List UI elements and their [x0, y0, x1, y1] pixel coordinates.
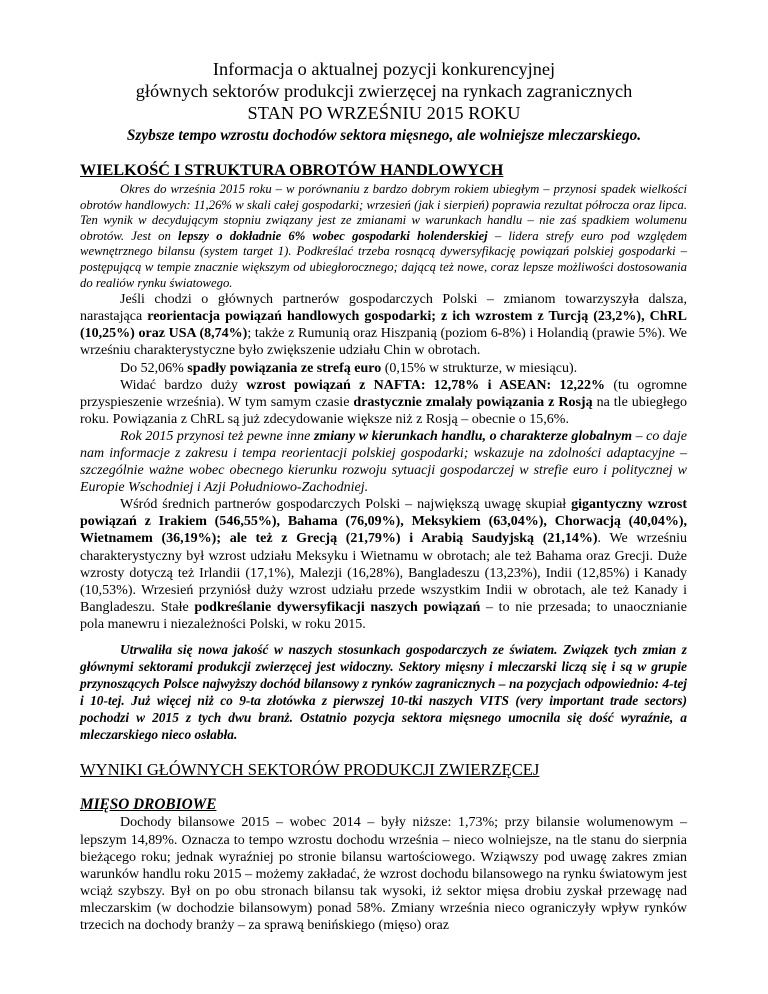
- section-heading-trade: WIELKOŚĆ I STRUKTURA OBROTÓW HANDLOWYCH: [80, 161, 504, 179]
- paragraph-euro-zone: Do 52,06% spadły powiązania ze strefą euro (0,15% w strukturze, w miesiącu).: [120, 360, 578, 376]
- section-trade-body: [80, 182, 687, 743]
- paragraph-partners: Jeśli chodzi o głównych partnerów gospodarczych Polski – zmianom towarzyszyła dalsza, narastająca reorientacja powiązań handlowych gospodarki; z ich wzrostem z Turcją (23,2%), ChRL (10,25%) oraz USA (8,74%); także z Rumunią oraz Hiszpanią (poziom 6-8%) i Holandią (prawie 5%). We wrześniu charakterystyczne było zwiększenie udziału Chin w obrotach.: [80, 292, 688, 359]
- paragraph-nafta-asean: Widać bardzo duży wzrost powiązań z NAFTA: 12,78% i ASEAN: 12,22% (tu ogromne przyspieszenie września). W tym samym czasie drastycznie zmalały powiązania z Rosją na tle ubiegłego roku. Powiązania z ChRL są już zdecydowanie większe niż z Rosją – obecnie o 15,6%.: [80, 377, 687, 427]
- title-line-1: Informacja o aktualnej pozycji konkurencyjnej: [212, 59, 556, 79]
- title-line-3: STAN PO WRZEŚNIU 2015 ROKU: [247, 103, 521, 123]
- paragraph-medium-partners: Wśród średnich partnerów gospodarczych Polski – największą uwagę skupiał gigantyczny wzrost powiązań z Irakiem (546,55%), Bahama (76,09%), Meksykiem (63,04%), Chorwacją (40,04%), Wietnamem (36,19%); ale też z Grecją (21,79%) i Arabią Saudyjską (21,14%). We wrześniu charakterystyczny był wzrost udziału Meksyku i Wietnamu w obrotach; ale też Bahama oraz Grecji. Duże wzrosty dotyczą też Irlandii (17,1%), Malezji (16,28%), Bangladeszu (13,23%), Indii (12,85%) i Kanady (10,53%). Wrzesień przyniósł duży wzrost udziału przede wszystkim Indii w obrotach, ale też Kanady i Bangladeszu. Stałe podkreślanie dywersyfikacji naszych powiązań – to nie przesada; to unaocznianie pola manewru i niezależności Polski, w roku 2015.: [80, 497, 687, 632]
- document-subtitle: Szybsze tempo wzrostu dochodów sektora mięsnego, ale wolniejsze mleczarskiego.: [126, 127, 642, 144]
- title-line-2: głównych sektorów produkcji zwierzęcej na rynkach zagranicznych: [135, 81, 633, 101]
- paragraph-poultry: Dochody bilansowe 2015 – wobec 2014 – były niższe: 1,73%; przy bilansie wolumenowym – lepszym 14,89%. Oznacza to tempo wzrostu dochodu września – nieco wolniejsze, na tle stanu do sierpnia bieżącego roku; jednak wyraźniej po stronie bilansu wartościowego. Wziąwszy pod uwagę zakres zmian warunków handlu roku 2015 – możemy zakładać, że wzrost dochodu bilansowego na rynku światowym jest wciąż szybszy. Był on po obu stronach bilansu tak wysoki, iż sektor mięsa drobiu zyskał przewagę nad mleczarskim (w dochodzie bilansowym) ponad 58%. Zmiany września nieco ograniczyły wpływ rynków trzecich na dochody branży – za sprawą benińskiego (mięso) oraz: [80, 815, 687, 934]
- paragraph-global-changes: Rok 2015 przynosi też pewne inne zmiany w kierunkach handlu, o charakterze globalnym – co daje nam informacje z zakresu i tempa reorientacji polskiej gospodarki; wskazuje na zdolności adaptacyjne – szczególnie ważne wobec obecnego kierunku rozwoju sytuacji gospodarczej w strefie euro i politycznej w Europie Wschodniej i Azji Południowo-Zachodniej.: [80, 428, 687, 496]
- section-poultry-body: [80, 814, 687, 934]
- conclusion-paragraph: Utrwaliła się nowa jakość w naszych stosunkach gospodarczych ze światem. Związek tych zmian z głównymi sektorami produkcji zwierzęcej jest widoczny. Sektory mięsny i mleczarski liczą się i są w grupie przynoszących Polsce najwyższy dochód bilansowy z rynków zagranicznych – na pozycjach odpowiednio: 4-tej i 10-tej. Już więcej niż co 9-ta złotówka z pierwszej 10-tki naszych VITS (very important trade sectors) pochodzi w 2015 z tych dwu branż. Ostatnio pozycja sektora mięsnego umocnila się dość wyraźnie, a mleczarskiego nieco osłabła.: [80, 642, 687, 742]
- subheading-poultry: MIĘSO DROBIOWE: [80, 796, 217, 814]
- lead-paragraph: Okres do września 2015 roku – w porównaniu z bardzo dobrym rokiem ubiegłym – przynosi spadek wielkości obrotów handlowych: 11,26% w skali całej gospodarki; wrzesień (jak i sierpień) poprawia rezultat półrocza oraz lipca. Ten wynik w decydującym stopniu związany jest ze zmianami w warunkach handlu – nie zaś spadkiem wolumenu obrotów. Jest on lepszy o dokładnie 6% wobec gospodarki holenderskiej – lidera strefy euro pod względem wewnętrznego bilansu (system target 1). Podkreślać trzeba rosnącą dywersyfikację powiązań polskiej gospodarki – postępującą w tempie znacznie większym od ubiegłorocznego; dającą też nowe, coraz lepsze możliwości dostosowania do realiów rynku światowego.: [80, 182, 687, 290]
- section-heading-results: WYNIKI GŁÓWNYCH SEKTORÓW PRODUKCJI ZWIERZĘCEJ: [80, 760, 540, 780]
